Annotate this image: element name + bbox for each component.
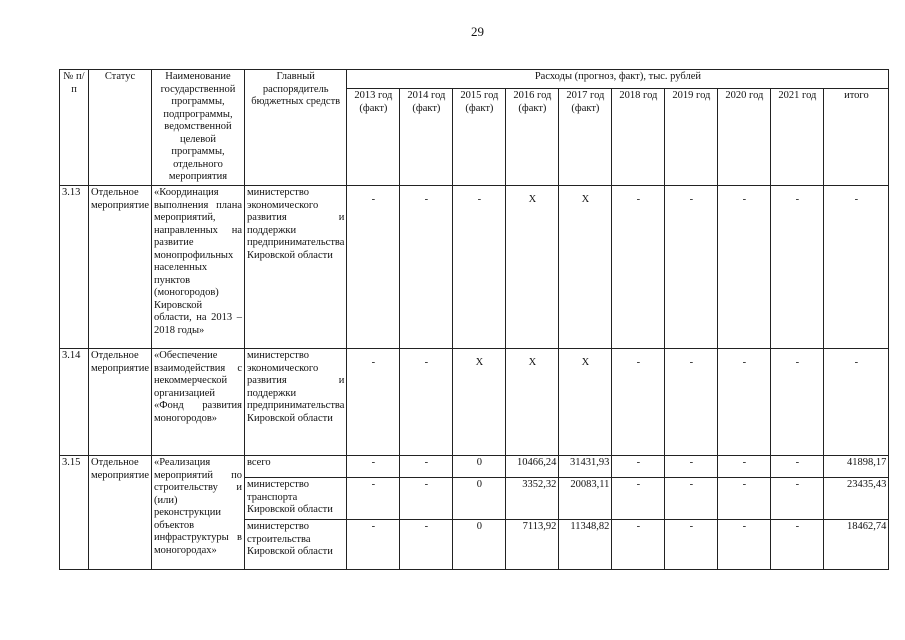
value-cell: Х xyxy=(506,349,559,456)
value-cell: 31431,93 xyxy=(559,456,612,478)
value-cell: 10466,24 xyxy=(506,456,559,478)
value-cell: Х xyxy=(559,349,612,456)
total-cell: 41898,17 xyxy=(824,456,889,478)
value-cell: Х xyxy=(453,349,506,456)
header-year: 2017 год (факт) xyxy=(559,89,612,186)
value-cell: - xyxy=(347,478,400,520)
header-total: итого xyxy=(824,89,889,186)
row-admin: министерство экономического развития и поддержки предпринимательства Кировской области xyxy=(244,186,346,349)
row-name: «Обеспечение взаимодействия с некоммерческой организацией «Фонд развития моногородов» xyxy=(151,349,244,456)
row-name: «Координация выполнения плана мероприятий, направленных на развитие монопрофильных населенных пунктов (моногородов) Кировской области, на 2013 – 2018 годы» xyxy=(151,186,244,349)
value-cell: - xyxy=(400,186,453,349)
value-cell: - xyxy=(400,520,453,570)
row-admin: министерство транспорта Кировской области xyxy=(244,478,346,520)
value-cell: - xyxy=(612,478,665,520)
total-cell: - xyxy=(824,349,889,456)
table-row xyxy=(60,186,889,349)
value-cell: - xyxy=(771,456,824,478)
value-cell: 0 xyxy=(453,456,506,478)
value-cell: 20083,11 xyxy=(559,478,612,520)
row-num: 3.13 xyxy=(60,186,89,349)
value-cell: - xyxy=(612,456,665,478)
value-cell: - xyxy=(347,456,400,478)
row-num: 3.14 xyxy=(60,349,89,456)
expenses-table xyxy=(59,69,889,570)
total-cell: 23435,43 xyxy=(824,478,889,520)
value-cell: - xyxy=(665,520,718,570)
value-cell: - xyxy=(665,456,718,478)
row-admin: министерство экономического развития и поддержки предпринимательства Кировской области xyxy=(244,349,346,456)
value-cell: 0 xyxy=(453,520,506,570)
header-year: 2019 год xyxy=(665,89,718,186)
value-cell: - xyxy=(400,349,453,456)
value-cell: - xyxy=(453,186,506,349)
row-name: «Реализация мероприятий по строительству и (или) реконструкции объектов инфраструктуры в моногородах» xyxy=(151,456,244,570)
value-cell: 3352,32 xyxy=(506,478,559,520)
value-cell: - xyxy=(612,520,665,570)
header-year: 2014 год (факт) xyxy=(400,89,453,186)
value-cell: Х xyxy=(559,186,612,349)
header-year: 2021 год xyxy=(771,89,824,186)
value-cell: - xyxy=(400,478,453,520)
header-name: Наименование государственной программы, подпрограммы, ведомственной целевой программы, отдельного мероприятия xyxy=(151,70,244,186)
row-status: Отдельное мероприятие xyxy=(89,349,152,456)
value-cell: - xyxy=(718,456,771,478)
header-admin: Главный распорядитель бюджетных средств xyxy=(244,70,346,186)
row-status: Отдельное мероприятие xyxy=(89,456,152,570)
value-cell: - xyxy=(347,349,400,456)
header-year: 2013 год (факт) xyxy=(347,89,400,186)
value-cell: - xyxy=(347,520,400,570)
value-cell: - xyxy=(665,478,718,520)
value-cell: 11348,82 xyxy=(559,520,612,570)
total-cell: - xyxy=(824,186,889,349)
value-cell: - xyxy=(665,349,718,456)
header-expenses: Расходы (прогноз, факт), тыс. рублей xyxy=(347,70,889,89)
value-cell: - xyxy=(718,349,771,456)
value-cell: - xyxy=(771,520,824,570)
value-cell: - xyxy=(718,478,771,520)
value-cell: 0 xyxy=(453,478,506,520)
value-cell: - xyxy=(771,186,824,349)
value-cell: 7113,92 xyxy=(506,520,559,570)
row-admin: министерство строительства Кировской области xyxy=(244,520,346,570)
value-cell: - xyxy=(665,186,718,349)
value-cell: - xyxy=(612,349,665,456)
value-cell: Х xyxy=(506,186,559,349)
header-year: 2015 год (факт) xyxy=(453,89,506,186)
table-row xyxy=(60,456,889,478)
header-num: № п/п xyxy=(60,70,89,186)
value-cell: - xyxy=(718,186,771,349)
page-number: 29 xyxy=(471,24,484,39)
table-row xyxy=(60,349,889,456)
header-year: 2018 год xyxy=(612,89,665,186)
total-cell: 18462,74 xyxy=(824,520,889,570)
value-cell: - xyxy=(612,186,665,349)
row-num: 3.15 xyxy=(60,456,89,570)
header-status: Статус xyxy=(89,70,152,186)
header-year: 2020 год xyxy=(718,89,771,186)
value-cell: - xyxy=(347,186,400,349)
value-cell: - xyxy=(771,478,824,520)
value-cell: - xyxy=(400,456,453,478)
header-year: 2016 год (факт) xyxy=(506,89,559,186)
value-cell: - xyxy=(771,349,824,456)
row-admin: всего xyxy=(244,456,346,478)
row-status: Отдельное мероприятие xyxy=(89,186,152,349)
value-cell: - xyxy=(718,520,771,570)
